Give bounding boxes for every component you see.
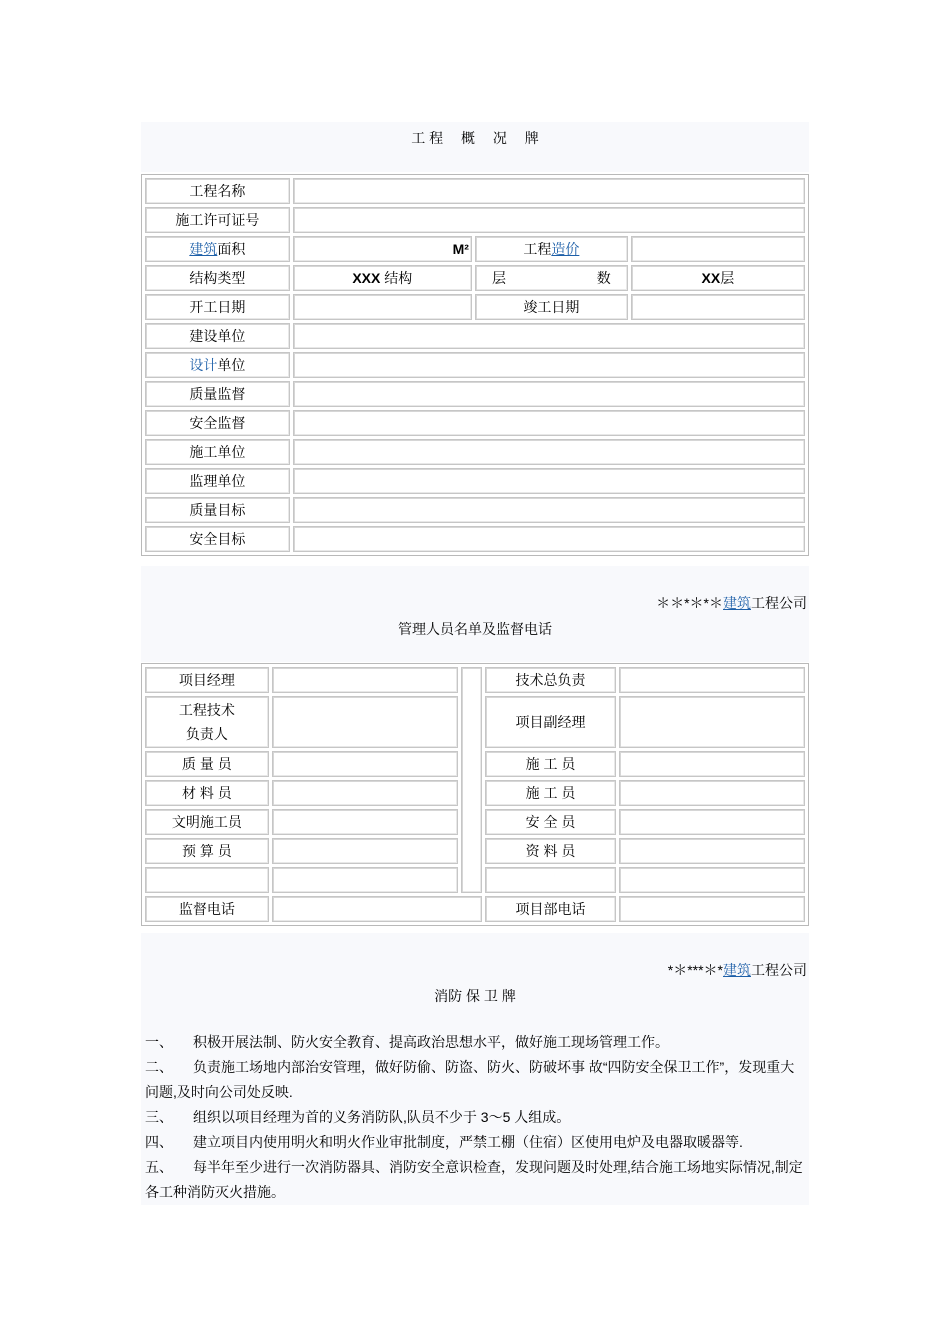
- rule-number: 一、: [145, 1034, 173, 1050]
- rule-item: [145, 1030, 807, 1055]
- table-row: [145, 896, 805, 922]
- label-builder-unit: 施工单位: [145, 439, 290, 465]
- value-quality-supervision: [293, 381, 805, 407]
- value-supervision-phone: [272, 896, 482, 922]
- value-empty-left: [272, 867, 459, 893]
- value-project-phone: [619, 896, 805, 922]
- label-deputy-manager: 项目副经理: [485, 696, 617, 748]
- value-floors: [631, 265, 805, 291]
- rule-number: 三、: [145, 1109, 173, 1125]
- structure-suffix: 结构: [384, 270, 413, 286]
- rule-number: 五、: [145, 1159, 173, 1175]
- label-completion-date: 竣工日期: [475, 294, 628, 320]
- value-project-manager: [272, 667, 459, 693]
- value-construction-unit: [293, 323, 805, 349]
- value-quality-target: [293, 497, 805, 523]
- company2-suffix: 工程公司: [751, 962, 807, 978]
- value-project-cost: [631, 236, 805, 262]
- floors-suffix: 层: [720, 270, 735, 286]
- value-builder-1: [619, 751, 805, 777]
- structure-code: XXX: [352, 270, 381, 286]
- value-completion-date: [631, 294, 805, 320]
- value-civil-officer: [272, 809, 459, 835]
- value-budget-officer: [272, 838, 459, 864]
- value-start-date: [293, 294, 472, 320]
- table-row: [145, 526, 805, 552]
- project-overview-table: [141, 174, 809, 556]
- value-builder-unit: [293, 439, 805, 465]
- value-safety-supervision: [293, 410, 805, 436]
- board1-footer-bg: [141, 566, 809, 662]
- value-structure-type: [293, 265, 472, 291]
- table-row: [145, 207, 805, 233]
- label-construction-unit: 建设单位: [145, 323, 290, 349]
- label-safety-target: 安全目标: [145, 526, 290, 552]
- value-project-name: [293, 178, 805, 204]
- table-row: [145, 323, 805, 349]
- rule-number: 二、: [145, 1059, 173, 1075]
- rule-text: 组织以项目经理为首的义务消防队,队员不少于 3～5 人组成。: [193, 1109, 571, 1125]
- value-quality-officer: [272, 751, 459, 777]
- label-supervision-phone: 监督电话: [145, 896, 269, 922]
- table-row: [145, 265, 805, 291]
- label-start-date: 开工日期: [145, 294, 290, 320]
- table-row: [145, 236, 805, 262]
- value-tech-director: [619, 667, 805, 693]
- value-records-officer: [619, 838, 805, 864]
- rule-item: [145, 1155, 807, 1205]
- label-records-officer: 资 料 员: [485, 838, 617, 864]
- value-builder-2: [619, 780, 805, 806]
- label-quality-officer: 质 量 员: [145, 751, 269, 777]
- fire-safety-rules: [145, 1030, 807, 1205]
- label-design-rest: 单位: [217, 357, 246, 373]
- rule-text: 每半年至少进行一次消防器具、消防安全意识检查，发现问题及时处理,结合施工场地实际情况,制定各工种消防灭火措施。: [145, 1159, 803, 1200]
- rule-number: 四、: [145, 1134, 173, 1150]
- value-design-unit: [293, 352, 805, 378]
- design-link[interactable]: 设计: [189, 357, 218, 373]
- label-floors-right: 数: [596, 270, 611, 286]
- rule-item: [145, 1130, 807, 1155]
- label-permit-number: 施工许可证号: [145, 207, 290, 233]
- label-builder-2: 施 工 员: [485, 780, 617, 806]
- label-floors: [475, 265, 628, 291]
- value-building-area-unit: M²: [293, 236, 472, 262]
- label-project-manager: 项目经理: [145, 667, 269, 693]
- label-building-area: [145, 236, 290, 262]
- label-quality-target: 质量目标: [145, 497, 290, 523]
- value-tech-lead: [272, 696, 459, 748]
- value-empty-right: [619, 867, 805, 893]
- value-material-officer: [272, 780, 459, 806]
- rule-text: 负责施工场地内部治安管理，做好防偷、防盗、防火、防破坏事 故“四防安全保卫工作”，发现重大问题,及时向公司处反映.: [145, 1059, 795, 1100]
- label-builder-1: 施 工 员: [485, 751, 617, 777]
- label-project-cost: [475, 236, 628, 262]
- floors-code: XX: [701, 270, 721, 286]
- value-safety-officer: [619, 809, 805, 835]
- table-row: [145, 352, 805, 378]
- label-design-unit: [145, 352, 290, 378]
- board3-title: 消防 保 卫 牌: [434, 988, 516, 1004]
- label-supervisor-unit: 监理单位: [145, 468, 290, 494]
- board1-company: [141, 593, 807, 613]
- board2-company: [141, 960, 807, 980]
- label-project-phone: 项目部电话: [485, 896, 617, 922]
- label-structure-type: 结构类型: [145, 265, 290, 291]
- rule-text: 建立项目内使用明火和明火作业审批制度，严禁工棚（住宿）区使用电炉及电器取暖器等.: [193, 1134, 743, 1150]
- label-quality-supervision: 质量监督: [145, 381, 290, 407]
- value-deputy-manager: [619, 696, 805, 748]
- label-floors-left: 层: [491, 270, 506, 286]
- table-row: [145, 667, 805, 693]
- label-civil-officer: 文明施工员: [145, 809, 269, 835]
- table-row: [145, 410, 805, 436]
- label-tech-lead: [145, 696, 269, 748]
- table-row: [145, 381, 805, 407]
- value-safety-target: [293, 526, 805, 552]
- company2-link[interactable]: 建筑: [723, 962, 751, 978]
- label-material-officer: 材 料 员: [145, 780, 269, 806]
- table-row: [145, 178, 805, 204]
- company1-prefix: ＊＊*＊*＊: [656, 595, 723, 611]
- company1-link[interactable]: 建筑: [723, 595, 751, 611]
- label-tech-director: 技术总负责: [485, 667, 617, 693]
- staff-table: [141, 663, 809, 926]
- value-supervisor-unit: [293, 468, 805, 494]
- label-budget-officer: 预 算 员: [145, 838, 269, 864]
- table-row: [145, 294, 805, 320]
- building-link[interactable]: 建筑: [189, 241, 218, 257]
- rule-item: [145, 1055, 807, 1105]
- company2-prefix: *＊***＊*: [667, 962, 723, 978]
- rule-item: [145, 1105, 807, 1130]
- column-divider: [461, 667, 481, 893]
- label-tech-lead-line1: 工程技术: [178, 702, 235, 718]
- table-row: [145, 439, 805, 465]
- label-empty-left: [145, 867, 269, 893]
- board1-title: 工 程 概 况 牌: [411, 130, 539, 146]
- company1-suffix: 工程公司: [751, 595, 807, 611]
- label-tech-lead-line2: 负责人: [185, 726, 228, 742]
- label-empty-right: [485, 867, 617, 893]
- table-row: [145, 468, 805, 494]
- value-permit-number: [293, 207, 805, 233]
- label-safety-supervision: 安全监督: [145, 410, 290, 436]
- label-safety-officer: 安 全 员: [485, 809, 617, 835]
- label-project-name: 工程名称: [145, 178, 290, 204]
- rule-text: 积极开展法制、防火安全教育、提高政治思想水平，做好施工现场管理工作。: [193, 1034, 669, 1050]
- board2-title: 管理人员名单及监督电话: [398, 621, 552, 637]
- label-area-text: 面积: [217, 241, 246, 257]
- label-cost-pre: 工程: [523, 241, 552, 257]
- table-row: [145, 497, 805, 523]
- cost-link[interactable]: 造价: [551, 241, 580, 257]
